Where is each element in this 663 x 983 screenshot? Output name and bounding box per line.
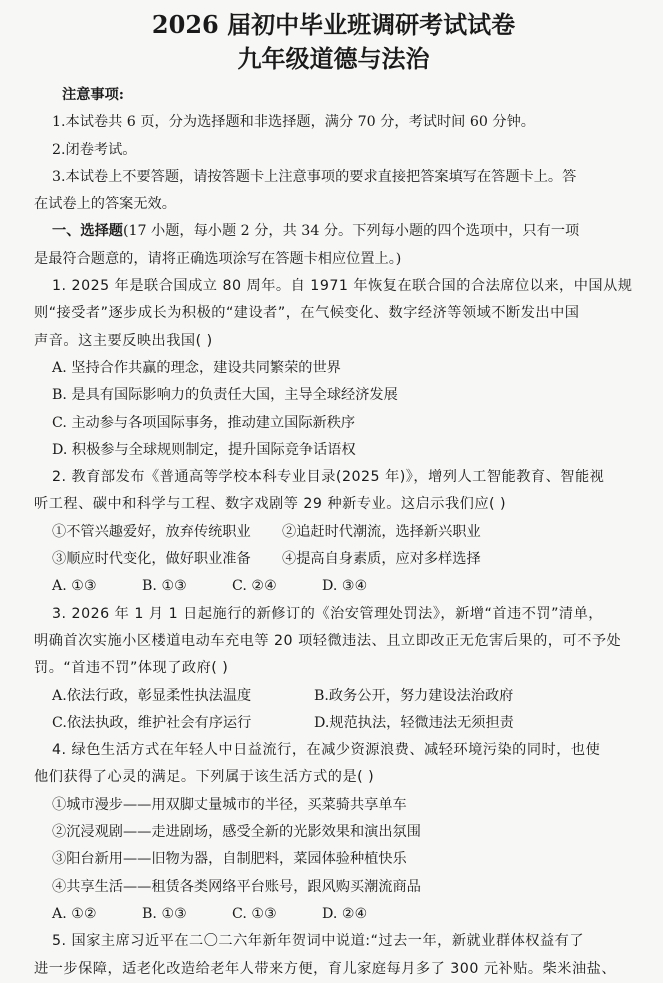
q2-statement-3: ③顺应时代变化，做好职业准备	[52, 551, 251, 568]
section-1-desc-cont: 是最符合题意的，请将正确选项涂写在答题卡相应位置上。)	[34, 250, 402, 267]
q4-stem-cont: 他们获得了心灵的满足。下列属于该生活方式的是( )	[34, 769, 375, 786]
q2-options	[34, 573, 633, 600]
q1-option-b: B. 是具有国际影响力的负责任大国，主导全球经济发展	[52, 387, 398, 404]
q4-statement-1: ①城市漫步——用双脚丈量城市的半径，买菜骑共享单车	[52, 796, 407, 813]
q2-option-c: C. ②④	[232, 578, 277, 595]
q4-option-c: C. ①③	[232, 905, 277, 922]
q2-option-b: B. ①③	[142, 578, 187, 595]
q3-stem-end: 罚。“首违不罚”体现了政府( )	[34, 660, 229, 677]
section-1-desc: (17 小题，每小题 2 分，共 34 分。下列每小题的四个选项中，只有一项	[122, 223, 580, 240]
notice-item-2: 2.闭卷考试。	[52, 141, 137, 158]
q4-statement-3: ③阳台新用——旧物为器，自制肥料，菜园体验种植快乐	[52, 851, 407, 868]
q2-stem: 2. 教育部发布《普通高等学校本科专业目录(2025 年)》，增列人工智能教育、智能视	[52, 469, 605, 486]
q2-option-a: A. ①③	[52, 578, 97, 595]
q5-stem-cont: 进一步保障，适老化改造给老年人带来方便，育儿家庭每月多了 300 元补贴。柴米油盐、	[34, 960, 617, 977]
q3-stem: 3. 2026 年 1 月 1 日起施行的新修订的《治安管理处罚法》，新增“首违不罚”清单，	[52, 605, 603, 622]
q4-options	[34, 901, 633, 928]
notice-item-1: 1.本试卷共 6 页，分为选择题和非选择题，满分 70 分，考试时间 60 分钟。	[52, 114, 535, 131]
q4-option-d: D. ②④	[322, 905, 368, 922]
q1-stem-cont: 则“接受者”逐步成长为积极的“建设者”，在气候变化、数字经济等领域不断发出中国	[34, 305, 580, 322]
q5-stem: 5. 国家主席习近平在二〇二六年新年贺词中说道:“过去一年，新就业群体权益有了	[52, 933, 585, 950]
q2-statement-1: ①不管兴趣爱好，放弃传统职业	[52, 523, 251, 540]
q1-option-c: C. 主动参与各项国际事务，推动建立国际新秩序	[52, 414, 356, 431]
exam-subtitle: 九年级道德与法治	[237, 44, 430, 73]
q2-statement-4: ④提高自身素质，应对多样选择	[282, 551, 481, 568]
q2-stem-cont: 听工程、碳中和科学与工程、数字戏剧等 29 种新专业。这启示我们应( )	[34, 496, 507, 513]
q3-option-a: A.依法行政，彰显柔性执法温度	[52, 687, 252, 704]
q2-statements-row-1	[34, 519, 633, 546]
q1-option-a: A. 坚持合作共赢的理念，建设共同繁荣的世界	[52, 359, 341, 376]
q3-option-d: D.规范执法，轻微违法无须担责	[314, 714, 514, 731]
section-1-heading: 一、选择题	[52, 223, 123, 240]
q3-options-row-2	[34, 710, 633, 737]
section-1-intro	[34, 218, 633, 245]
q2-statement-2: ②追赶时代潮流，选择新兴职业	[282, 523, 481, 540]
q4-statement-2: ②沉浸观剧——走进剧场，感受全新的光影效果和演出氛围	[52, 824, 421, 841]
exam-title: 2026 届初中毕业班调研考试试卷	[151, 10, 516, 39]
q3-options-row-1	[34, 683, 633, 710]
q3-option-b: B.政务公开，努力建设法治政府	[314, 687, 514, 704]
q3-stem-cont: 明确首次实施小区楼道电动车充电等 20 项轻微违法、且立即改正无危害后果的，可不予处	[34, 632, 622, 649]
q4-statement-4: ④共享生活——租赁各类网络平台账号，跟风购买潮流商品	[52, 878, 421, 895]
notice-item-3: 3.本试卷上不要答题，请按答题卡上注意事项的要求直接把答案填写在答题卡上。答	[52, 168, 577, 185]
q4-option-a: A. ①②	[52, 905, 97, 922]
notice-heading: 注意事项:	[62, 87, 124, 103]
q4-stem: 4. 绿色生活方式在年轻人中日益流行，在减少资源浪费、减轻环境污染的同时，也使	[52, 742, 601, 759]
q1-stem: 1. 2025 年是联合国成立 80 周年。自 1971 年恢复在联合国的合法席位以来，中国从规	[52, 278, 633, 295]
q3-option-c: C.依法执政，维护社会有序运行	[52, 714, 252, 731]
q2-option-d: D. ③④	[322, 578, 368, 595]
q2-statements-row-2	[34, 546, 633, 573]
q1-stem-end: 声音。这主要反映出我国( )	[34, 332, 213, 349]
notice-item-3-cont: 在试卷上的答案无效。	[34, 196, 176, 213]
q1-option-d: D. 积极参与全球规则制定，提升国际竞争话语权	[52, 441, 356, 458]
q4-option-b: B. ①③	[142, 905, 187, 922]
